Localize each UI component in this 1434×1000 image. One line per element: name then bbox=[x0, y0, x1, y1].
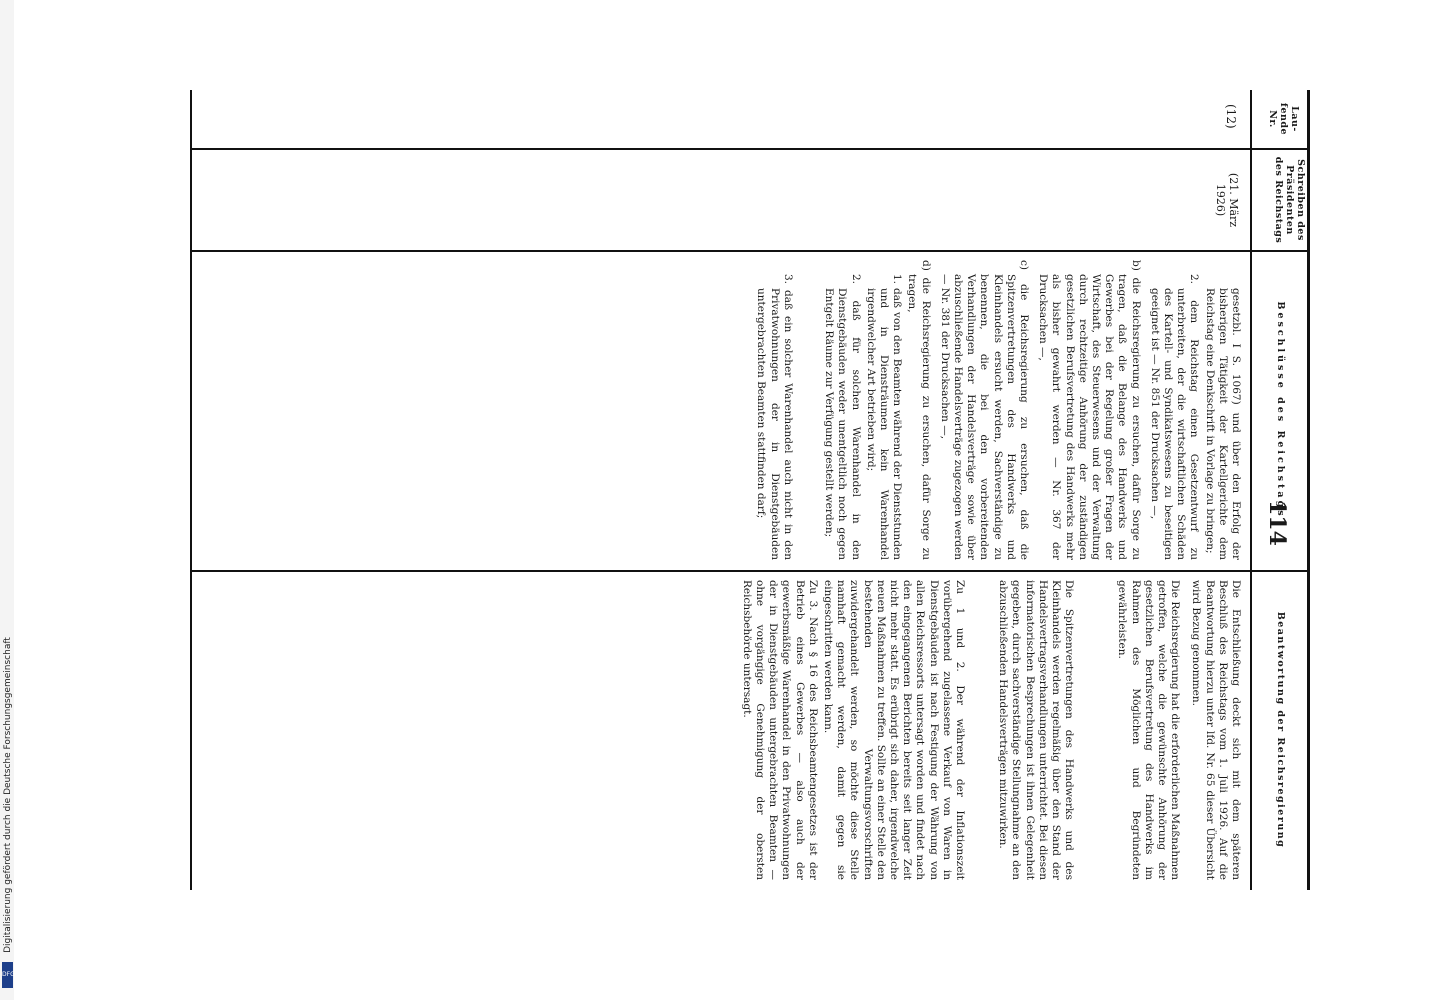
antwort-d-3: Zu 3. Nach § 16 des Reichsbeamtengesetzes ist der Betrieb eines Gewerbes — also auch der gewerbsmäßige Warenhandel in den Privatwohnungen der in Dienstgebäuden untergebrachten Beamten — ohne vorgängige Genehmigung der obersten Reichsbehörde untersagt. bbox=[740, 580, 819, 880]
header-laufende-nr: Lau-fende Nr. bbox=[1267, 102, 1300, 136]
document-page bbox=[120, 80, 1320, 920]
table-top-rule bbox=[1307, 90, 1310, 890]
beschluss-item-d2: 2. daß für solchen Warenhandel in den Dienstgebäuden weder unentgeltlich noch gegen Entgelt Räume zur Verfügung gestellt werden; bbox=[823, 274, 862, 560]
antwort-c: Die Spitzenvertretungen des Handwerks und des Kleinhandels werden regelmäßig über den Stand der Handelsvertragsverhandlungen unterrichtet. Bei diesen informatorischen Besprechungen ist ihnen Gelegenheit gegeben, durch sachverständige Stellungnahme an den abzuschließenden Handelsverträgen mitzuwirken. bbox=[997, 580, 1076, 880]
header-rule bbox=[1251, 90, 1253, 890]
beschluss-item-d: d) die Reichsregierung zu ersuchen, dafür Sorge zu tragen, bbox=[906, 260, 932, 560]
table-bottom-rule bbox=[190, 90, 192, 890]
antwort-d-1-2: Zu 1 und 2. Der während der Inflationszeit vorübergehend zugelassene Verkauf von Waren in Dienstgebäuden ist nach Festigung der Währung von allen Reichsressorts untersagt worden und findet nach den eingegangenen Berichten bereits seit langer Zeit nicht mehr statt. Es erübrigt sich daher, irgendwelche neuen Maßnahmen zu treffen. Sollte an einer Stelle den bestehenden Verwaltungsvorschriften zuwidergehandelt werden, so möchte diese Stelle namhaft gemacht werden, damit gegen sie eingeschritten werden kann. bbox=[821, 580, 966, 880]
beantwortung-text bbox=[738, 580, 1243, 880]
beschluss-item-d3: 3. daß ein solcher Warenhandel auch nicht in den Privatwohnungen der in Dienstgebäuden untergebrachten Beamten stattfinden darf; bbox=[755, 274, 794, 560]
column-rule-2 bbox=[190, 250, 1310, 252]
digitization-credit: Digitalisierung gefördert durch die Deutsche Forschungsgemeinschaft bbox=[3, 637, 13, 953]
row-number: (12) bbox=[1224, 104, 1238, 129]
beschluss-item-b: b) die Reichsregierung zu ersuchen, dafür Sorge zu tragen, daß die Belange des Handwerks und Gewerbes bei der Regelung großer Fragen der Wirtschaft, des Steuerwesens und der Verwaltung durch rechtzeitige Anhörung der zuständigen gesetzlichen Berufsvertretung des Handwerks mehr als bisher gewahrt werden — Nr. 367 der Drucksachen —, bbox=[1037, 260, 1142, 560]
beschluss-item-d1: 1. daß von den Beamten während der Dienststunden und in Diensträumen kein Warenhandel irgendwelcher Art betrieben wird; bbox=[864, 274, 904, 560]
page-number: 114 bbox=[1264, 500, 1290, 546]
letter-date: (21. März 1926) bbox=[1214, 172, 1240, 228]
header-schreiben: Schreiben des Präsidenten des Reichstags bbox=[1273, 156, 1306, 244]
header-beantwortung: Beantwortung der Reichsregierung bbox=[1275, 611, 1286, 849]
beschluss-intro: gesetzbl. I S. 1067) und über den Erfolg der bisherigen Tätigkeit der Kartellgerichte dem Reichstag eine Denkschrift in Vorlage zu bringen; bbox=[1203, 288, 1242, 560]
beschluss-item-c: c) die Reichsregierung zu ersuchen, daß die Spitzenvertretungen des Handwerks und Kleinhandels ersucht werden, Sachverständige zu benennen, die bei den vorbereitenden Verhandlungen der Handelsverträge sowie über abzuschließende Handelsverträge zugezogen werden — Nr. 381 der Drucksachen —, bbox=[938, 260, 1030, 560]
beschluss-item-2: 2. dem Reichstag einen Gesetzentwurf zu unterbreiten, der die wirtschaftlichen Schäden des Kartell- und Syndikatswesens zu beseitigen geeignet ist — Nr. 851 der Drucksachen —, bbox=[1148, 274, 1201, 560]
column-rule-1 bbox=[190, 148, 1310, 150]
column-rule-3 bbox=[190, 570, 1310, 572]
beschluesse-text bbox=[752, 260, 1242, 560]
antwort-b: Die Reichsregierung hat die erforderlichen Maßnahmen getroffen, welche die gewünschte Anhörung der gesetzlichen Berufsvertretung des Handwerks im Rahmen des Möglichen und Begründeten gewährleisten. bbox=[1116, 580, 1182, 881]
dfg-logo: DFG bbox=[2, 962, 13, 988]
header-beschluesse: Beschlüsse des Reichstags bbox=[1275, 301, 1286, 519]
antwort-a: Die Entschließung deckt sich mit dem späteren Beschluß des Reichstags vom 1. Juli 1926. Auf die Beantwortung hierzu unter lfd. Nr. 65 dieser Übersicht wird Bezug genommen. bbox=[1190, 580, 1242, 880]
